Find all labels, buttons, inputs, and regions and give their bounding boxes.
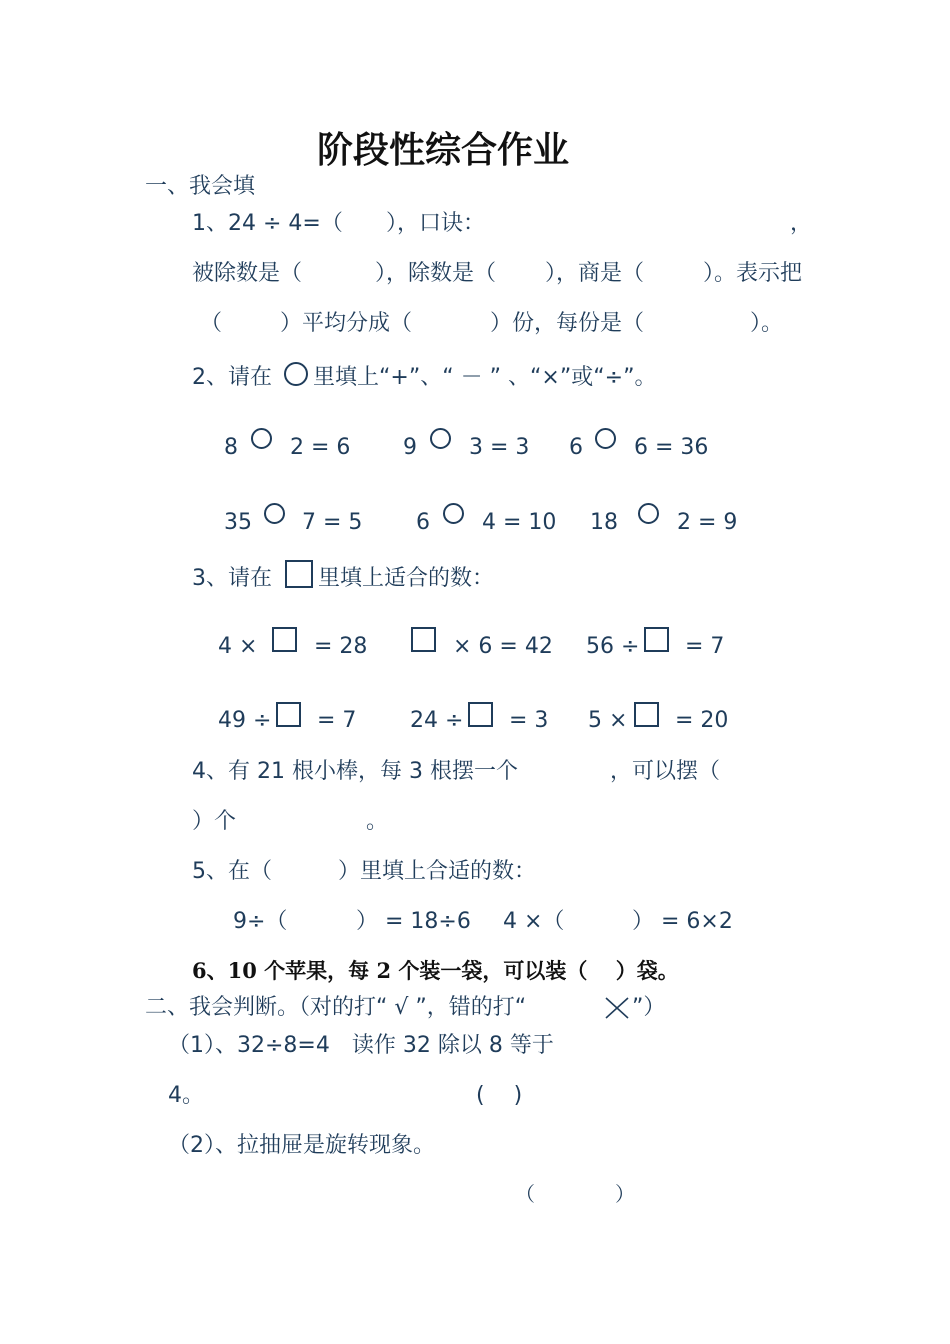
s2-item1-answer-paren[interactable]: ( ) — [476, 1083, 523, 1108]
q1-line2-a: 被除数是（ — [192, 261, 303, 286]
q2-r2-e2-circle-icon[interactable] — [443, 503, 464, 524]
q3-r1-e1-a: 4 × — [218, 634, 258, 659]
q1-line3-d: ）。 — [750, 311, 784, 336]
s2-item2-text: （2）、拉抽屉是旋转现象。 — [168, 1133, 435, 1158]
q3-r2-e2-a: 24 ÷ — [410, 708, 464, 733]
q3-r2-e1-square-icon[interactable] — [276, 702, 301, 727]
q1-line2-c: ），商是（ — [545, 261, 645, 286]
q2-r2-e3-a: 18 — [590, 510, 618, 535]
q3-r2-e2-b: = 3 — [509, 708, 549, 733]
q3-prompt-b: 里填上适合的数： — [318, 566, 495, 591]
page-title: 阶段性综合作业 — [317, 129, 570, 171]
q2-r1-e1-b: 2 = 6 — [290, 435, 351, 460]
q2-r2-e3-b: 2 = 9 — [677, 510, 738, 535]
q5-eq2-b: ） = 6×2 — [632, 909, 733, 934]
q1-line3-a: （ — [200, 311, 223, 336]
q4-line2-b: 。 — [366, 809, 389, 834]
q3-r1-e2-b: × 6 = 42 — [453, 634, 553, 659]
q2-r2-e1-a: 35 — [224, 510, 252, 535]
q3-r2-e3-b: = 20 — [675, 708, 729, 733]
section-one-heading: 一、我会填 — [145, 174, 256, 199]
q3-r1-e1-b: = 28 — [314, 634, 368, 659]
q5-prompt: 5、在（ ）里填上合适的数： — [192, 859, 536, 884]
q3-r2-e1-b: = 7 — [317, 708, 357, 733]
q1-line1-c: ， — [790, 211, 813, 236]
q2-r2-e1-circle-icon[interactable] — [264, 503, 285, 524]
s2-item1-text-cont: 4。 — [168, 1083, 204, 1108]
q3-r1-e1-square-icon[interactable] — [272, 627, 297, 652]
q3-r2-e3-a: 5 × — [588, 708, 628, 733]
section-two-heading-end: ”） — [632, 995, 666, 1020]
q1-line1-b: ），口诀： — [386, 211, 486, 236]
cross-mark-icon — [604, 996, 630, 1020]
q2-prompt-b: 里填上“+”、“ － ” 、“×”或“÷”。 — [313, 365, 657, 390]
q3-prompt-a: 3、请在 — [192, 566, 272, 591]
q5-eq1-a: 9÷（ — [233, 909, 288, 934]
q5-eq1-b: ） = 18÷6 — [356, 909, 471, 934]
q2-prompt-circle-icon — [284, 362, 308, 386]
q4-line1-a: 4、有 21 根小棒，每 3 根摆一个 — [192, 759, 518, 784]
q5-eq2-a: 4 ×（ — [503, 909, 565, 934]
q2-r1-e1-circle-icon[interactable] — [251, 428, 272, 449]
q2-r1-e3-circle-icon[interactable] — [595, 428, 616, 449]
q1-line2-d: ）。表示把 — [703, 261, 803, 286]
q1-line2-b: ），除数是（ — [375, 261, 497, 286]
section-two-heading: 二、我会判断。（对的打“ √ ”，错的打“ — [145, 995, 527, 1020]
q1-line1-a: 1、24 ÷ 4=（ — [192, 211, 343, 236]
q4-line1-b: ，可以摆（ — [610, 759, 721, 784]
q2-r1-e2-b: 3 = 3 — [469, 435, 530, 460]
q2-r1-e2-a: 9 — [403, 435, 417, 460]
q2-r1-e3-a: 6 — [569, 435, 583, 460]
q2-prompt-a: 2、请在 — [192, 365, 272, 390]
s2-item2-answer-paren[interactable]: （ ） — [515, 1182, 635, 1206]
q2-r1-e3-b: 6 = 36 — [634, 435, 709, 460]
q3-r2-e3-square-icon[interactable] — [634, 702, 659, 727]
q2-r1-e2-circle-icon[interactable] — [430, 428, 451, 449]
q3-r2-e1-a: 49 ÷ — [218, 708, 272, 733]
q1-line3-c: ）份，每份是（ — [490, 311, 645, 336]
q3-prompt-square-icon — [285, 560, 313, 588]
q2-r2-e1-b: 7 = 5 — [302, 510, 363, 535]
q3-r2-e2-square-icon[interactable] — [468, 702, 493, 727]
q3-r1-e3-b: = 7 — [685, 634, 725, 659]
s2-item1-text: （1）、32÷8=4 读作 32 除以 8 等于 — [168, 1033, 554, 1058]
q2-r2-e2-a: 6 — [416, 510, 430, 535]
q3-r1-e3-a: 56 ÷ — [586, 634, 640, 659]
q2-r1-e1-a: 8 — [224, 435, 238, 460]
q6-text: 6、10 个苹果，每 2 个装一袋，可以装（ ）袋。 — [192, 958, 679, 983]
q1-line3-b: ）平均分成（ — [280, 311, 413, 336]
q2-r2-e2-b: 4 = 10 — [482, 510, 557, 535]
q2-r2-e3-circle-icon[interactable] — [638, 503, 659, 524]
q4-line2-a: ）个 — [192, 809, 237, 834]
q3-r1-e2-square-icon[interactable] — [411, 627, 436, 652]
q3-r1-e3-square-icon[interactable] — [644, 627, 669, 652]
